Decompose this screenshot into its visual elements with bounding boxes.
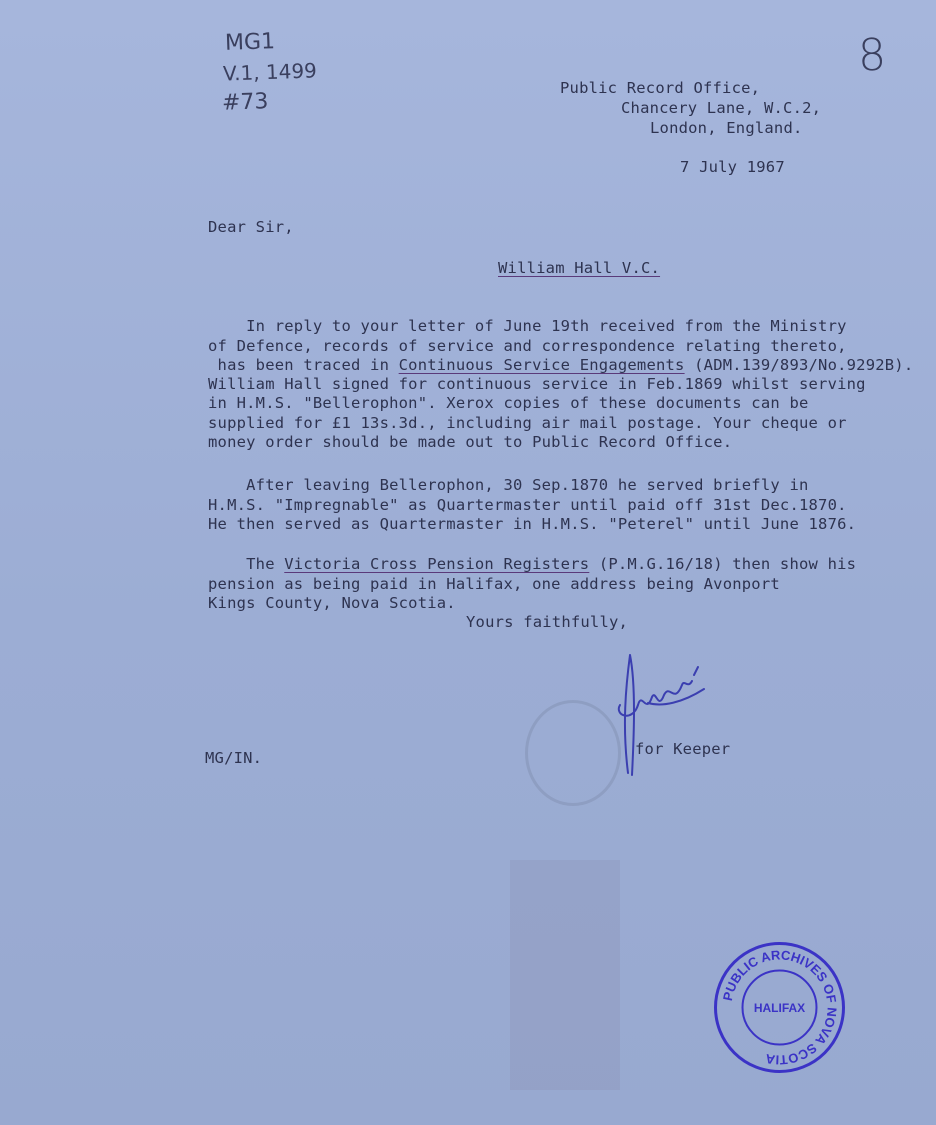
paragraph-3: [208, 536, 856, 613]
p1-line-6: supplied for £1 13s.3d., including air mail postage. Your cheque or: [208, 413, 847, 432]
paragraph-1: [208, 298, 913, 452]
letter-date: 7 July 1967: [680, 158, 785, 176]
ghost-stamp-mark: [510, 860, 620, 1090]
p1-line-5: in H.M.S. "Bellerophon". Xerox copies of these documents can be: [208, 394, 809, 413]
p1-line-3b: (ADM.139/893/No.9292B).: [684, 355, 914, 374]
address-line-1: Public Record Office,: [560, 79, 761, 97]
stamp-center-text: HALIFAX: [753, 1001, 806, 1015]
p3-line-1a: The: [208, 555, 285, 574]
closing: Yours faithfully,: [466, 613, 629, 631]
address-line-3: London, England.: [650, 119, 803, 137]
archive-stamp: [712, 940, 847, 1075]
p1-line-1: In reply to your letter of June 19th received from the Ministry: [208, 317, 847, 336]
reference-initials: MG/IN.: [205, 749, 263, 767]
p1-line-4: William Hall signed for continuous service in Feb.1869 whilst serving: [208, 375, 866, 394]
signature-role: for Keeper: [635, 740, 731, 758]
p1-line-3a: has been traced in: [208, 355, 399, 374]
handwritten-ref-3: #73: [221, 89, 269, 116]
p3-underlined-series: Victoria Cross Pension Registers: [284, 555, 590, 574]
subject-heading: William Hall V.C.: [498, 259, 661, 277]
address-line-2: Chancery Lane, W.C.2,: [621, 99, 822, 117]
p3-line-3: Kings County, Nova Scotia.: [208, 593, 456, 612]
stamp-ring-text: PUBLIC ARCHIVES OF NOVA SCOTIA: [719, 947, 840, 1068]
handwritten-ref-1: MG1: [224, 29, 276, 56]
handwritten-ref-2: V.1, 1499: [222, 58, 318, 86]
p2-line-3: He then served as Quartermaster in H.M.S. "Peterel" until June 1876.: [208, 514, 857, 533]
p3-line-2: pension as being paid in Halifax, one address being Avonport: [208, 574, 780, 593]
paragraph-2: [208, 457, 856, 534]
ghost-postmark-mark: [525, 700, 621, 806]
p3-line-1b: (P.M.G.16/18) then show his: [589, 555, 857, 574]
signature-mark: [612, 645, 712, 785]
p2-line-1: After leaving Bellerophon, 30 Sep.1870 he served briefly in: [208, 476, 809, 495]
p1-underlined-series: Continuous Service Engagements: [398, 355, 685, 374]
p1-line-2: of Defence, records of service and correspondence relating thereto,: [208, 336, 847, 355]
salutation: Dear Sir,: [208, 218, 294, 236]
handwritten-page-number: 8: [857, 29, 887, 82]
p1-line-7: money order should be made out to Public Record Office.: [208, 433, 733, 452]
p2-line-2: H.M.S. "Impregnable" as Quartermaster until paid off 31st Dec.1870.: [208, 495, 847, 514]
